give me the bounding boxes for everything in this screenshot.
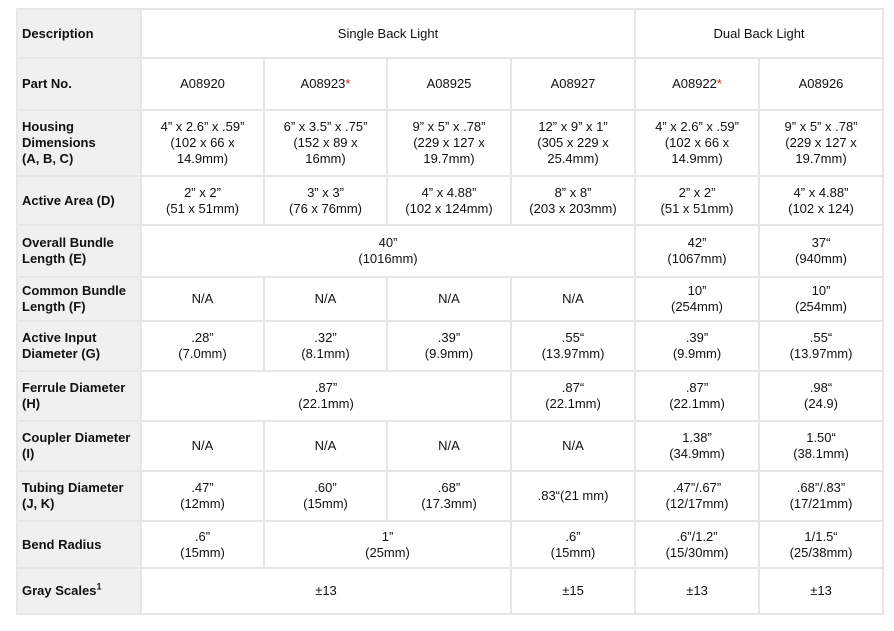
cell-text: N/A: [314, 291, 337, 306]
cell-text: .39”: [437, 330, 461, 345]
row-label-line: Length (F): [22, 299, 86, 314]
cell-text: (229 x 127 x: [785, 135, 857, 150]
table-cell: [635, 321, 759, 371]
cell-text: 8” x 8”: [554, 184, 592, 200]
table-cell: [141, 371, 511, 421]
table-cell: [635, 471, 759, 521]
cell-text: (102 x 124): [788, 200, 854, 216]
cell-text: .68”/.83”: [796, 480, 846, 495]
table-cell: [635, 521, 759, 568]
cell-text: ±13: [686, 583, 708, 598]
table-cell: [141, 225, 635, 277]
table-cell: [635, 110, 759, 176]
cell-text: A08920: [180, 76, 225, 91]
cell-text: 1.50“: [806, 430, 836, 445]
row-label-line: Diameter (G): [22, 346, 101, 361]
cell-text: (254mm): [671, 299, 724, 314]
cell-text: 16mm): [305, 151, 346, 166]
table-cell: [759, 277, 883, 321]
row-label-line: Tubing Diameter: [22, 480, 124, 495]
cell-text: 4” x 4.88”: [421, 184, 477, 200]
specifications-table: [16, 8, 884, 615]
cell-text: (12/17mm): [665, 496, 729, 511]
cell-text: (203 x 203mm): [529, 200, 617, 216]
table-cell: [635, 176, 759, 225]
table-cell: [264, 471, 387, 521]
row-label-line: Gray Scales$^1$: [22, 581, 102, 598]
table-row: [17, 371, 883, 421]
table-cell: [759, 568, 883, 614]
cell-text: (9.9mm): [424, 346, 474, 361]
table-row: [17, 277, 883, 321]
row-label-description: [17, 9, 141, 58]
table-cell: [264, 421, 387, 471]
cell-text: A08923*: [300, 76, 351, 91]
table-cell: [387, 471, 511, 521]
row-label-part-no: [17, 58, 141, 110]
row-label-gray-scales: [17, 568, 141, 614]
cell-text: (1067mm): [667, 251, 727, 266]
asterisk-marker: *: [345, 76, 351, 91]
cell-text: (51 x 51mm): [660, 200, 734, 216]
table-row: [17, 225, 883, 277]
cell-text: 37“: [811, 235, 831, 250]
table-cell: [635, 371, 759, 421]
row-label-line: Active Input: [22, 330, 97, 345]
table-cell: [511, 58, 635, 110]
row-label-line: Dimensions: [22, 135, 96, 150]
cell-text: (7.0mm): [178, 346, 227, 361]
table-cell: [141, 9, 635, 58]
cell-text: .60”: [314, 480, 337, 495]
table-cell: [141, 321, 264, 371]
cell-text: 10”: [687, 283, 707, 298]
row-label-line: Coupler Diameter: [22, 430, 131, 445]
cell-text: (15mm): [180, 544, 225, 560]
table-cell: [759, 521, 883, 568]
table-cell: [511, 421, 635, 471]
cell-text: .6”: [565, 528, 581, 544]
table-cell: [511, 521, 635, 568]
table-cell: [511, 176, 635, 225]
cell-text: (13.97mm): [789, 346, 853, 361]
row-label-housing-dimensions-a-b-c: [17, 110, 141, 176]
cell-text: 4” x 2.6” x .59”: [655, 119, 739, 134]
table-cell: [387, 421, 511, 471]
row-label-active-area-d: [17, 176, 141, 225]
cell-text: A08922*: [672, 76, 722, 91]
cell-text: .55“: [561, 330, 585, 345]
cell-text: 14.9mm): [176, 151, 229, 166]
table-cell: [141, 421, 264, 471]
cell-text: .55“: [809, 330, 833, 345]
cell-text: 19.7mm): [795, 151, 847, 166]
cell-text: ±13: [315, 583, 337, 598]
table-cell: [264, 176, 387, 225]
row-label-line: Description: [22, 25, 94, 41]
table-cell: [635, 421, 759, 471]
cell-text: N/A: [438, 291, 460, 306]
row-label-line: Housing: [22, 119, 74, 134]
cell-text: 1”: [381, 528, 394, 544]
cell-text: (12mm): [180, 496, 225, 511]
table-cell: [511, 471, 635, 521]
cell-text: A08926: [798, 76, 844, 91]
cell-text: 2” x 2”: [678, 184, 716, 200]
table-cell: [387, 176, 511, 225]
cell-text: 19.7mm): [423, 151, 475, 166]
row-label-line: Common Bundle: [22, 283, 126, 298]
cell-text: (102 x 66 x: [664, 135, 730, 150]
table-row: [17, 471, 883, 521]
cell-text: (17/21mm): [789, 496, 853, 511]
row-label-bend-radius: [17, 521, 141, 568]
row-label-coupler-diameter-i: [17, 421, 141, 471]
row-label-line: Part No.: [22, 76, 72, 91]
table-cell: [141, 568, 511, 614]
row-label-line: (A, B, C): [22, 151, 74, 166]
row-label-active-input-diameter-g: [17, 321, 141, 371]
table-cell: [759, 471, 883, 521]
cell-text: .47”: [191, 480, 214, 495]
cell-text: A08927: [550, 76, 596, 91]
cell-text: .39”: [685, 330, 709, 345]
cell-text: (254mm): [795, 299, 848, 314]
row-label-line: Bend Radius: [22, 536, 102, 552]
table-row: [17, 58, 883, 110]
table-cell: [264, 321, 387, 371]
table-cell: [387, 277, 511, 321]
table-cell: [511, 277, 635, 321]
table-cell: [759, 371, 883, 421]
row-label-line: (I): [22, 446, 35, 461]
table-cell: [511, 371, 635, 421]
row-label-line: Overall Bundle: [22, 235, 114, 250]
asterisk-marker: *: [716, 76, 722, 91]
cell-text: (15mm): [303, 496, 348, 511]
row-label-ferrule-diameter-h: [17, 371, 141, 421]
table-cell: [264, 521, 511, 568]
cell-text: .87“: [561, 380, 585, 395]
row-label-line: Active Area (D): [22, 192, 115, 208]
table-row: [17, 521, 883, 568]
cell-text: 10”: [811, 283, 831, 298]
table-cell: [264, 277, 387, 321]
cell-text: 1.38”: [682, 430, 712, 445]
cell-text: N/A: [191, 438, 214, 453]
cell-text: N/A: [438, 438, 460, 453]
cell-text: (22.1mm): [669, 396, 725, 411]
table-cell: [141, 58, 264, 110]
table-cell: [141, 110, 264, 176]
cell-text: .83“(21 mm): [537, 488, 609, 503]
cell-text: N/A: [314, 438, 337, 453]
row-label-line: Ferrule Diameter: [22, 380, 126, 395]
table-cell: [759, 225, 883, 277]
table-cell: [759, 321, 883, 371]
table-row: [17, 321, 883, 371]
table-row: [17, 421, 883, 471]
cell-text: N/A: [562, 291, 584, 306]
row-label-line: (H): [22, 396, 41, 411]
cell-text: .98“: [809, 380, 833, 395]
table-cell: [635, 9, 883, 58]
cell-text: (38.1mm): [793, 446, 849, 461]
cell-text: 14.9mm): [671, 151, 723, 166]
footnote-marker: 1: [96, 581, 102, 592]
cell-text: .47”/.67”: [672, 480, 722, 495]
row-label-tubing-diameter-j-k: [17, 471, 141, 521]
cell-text: (25/38mm): [789, 544, 853, 560]
table-cell: [635, 277, 759, 321]
table-cell: [264, 110, 387, 176]
cell-text: (229 x 127 x: [413, 135, 485, 150]
cell-text: (940mm): [795, 251, 848, 266]
cell-text: (152 x 89 x: [293, 135, 358, 150]
cell-text: (25mm): [365, 544, 410, 560]
cell-text: 9” x 5” x .78”: [412, 119, 486, 134]
table-row: [17, 176, 883, 225]
cell-text: 2” x 2”: [184, 184, 221, 200]
cell-text: N/A: [562, 438, 584, 453]
cell-text: 40”: [378, 235, 398, 250]
table-cell: [141, 176, 264, 225]
cell-text: 9” x 5” x .78”: [784, 119, 858, 134]
cell-text: 25.4mm): [547, 151, 599, 166]
table-row: [17, 568, 883, 614]
cell-text: .32”: [314, 330, 337, 345]
table-cell: [759, 421, 883, 471]
cell-text: ±13: [810, 583, 832, 598]
table-cell: [264, 58, 387, 110]
row-label-line: Length (E): [22, 251, 87, 266]
row-label-line: (J, K): [22, 496, 55, 511]
cell-text: .6”/1.2”: [676, 528, 718, 544]
cell-text: 4” x 4.88”: [793, 184, 849, 200]
table-cell: [511, 110, 635, 176]
cell-text: (13.97mm): [541, 346, 605, 361]
cell-text: (15/30mm): [665, 544, 729, 560]
row-label-overall-bundle-length-e: [17, 225, 141, 277]
cell-text: (102 x 66 x: [170, 135, 235, 150]
table-cell: [511, 321, 635, 371]
cell-text: .28”: [191, 330, 214, 345]
cell-text: (24.9): [804, 396, 838, 411]
table-cell: [141, 521, 264, 568]
cell-text: .87”: [314, 380, 338, 395]
cell-text: (34.9mm): [669, 446, 725, 461]
row-label-common-bundle-length-f: [17, 277, 141, 321]
table-cell: [635, 225, 759, 277]
table-cell: [759, 176, 883, 225]
cell-text: (17.3mm): [421, 496, 477, 511]
cell-text: 12” x 9” x 1”: [538, 119, 608, 134]
table-cell: [635, 58, 759, 110]
table-cell: [387, 58, 511, 110]
cell-text: 6” x 3.5” x .75”: [283, 119, 368, 134]
cell-text: 1/1.5“: [804, 528, 838, 544]
cell-text: N/A: [191, 291, 214, 306]
cell-text: Dual Back Light: [713, 25, 805, 41]
cell-text: .87”: [685, 380, 709, 395]
table-row: [17, 9, 883, 58]
cell-text: ±15: [562, 583, 584, 598]
cell-text: .6”: [194, 528, 211, 544]
cell-text: (15mm): [550, 544, 596, 560]
cell-text: (51 x 51mm): [166, 200, 239, 216]
cell-text: (76 x 76mm): [289, 200, 362, 216]
table-cell: [387, 321, 511, 371]
cell-text: (9.9mm): [672, 346, 722, 361]
table-cell: [387, 110, 511, 176]
cell-text: 4” x 2.6” x .59”: [160, 119, 245, 134]
cell-text: (102 x 124mm): [405, 200, 493, 216]
cell-text: 42”: [687, 235, 707, 250]
table-row: [17, 110, 883, 176]
table-cell: [141, 471, 264, 521]
cell-text: 3” x 3”: [307, 184, 344, 200]
cell-text: Single Back Light: [337, 25, 439, 41]
cell-text: (22.1mm): [298, 396, 354, 411]
cell-text: .68”: [437, 480, 461, 495]
cell-text: (22.1mm): [545, 396, 601, 411]
table-cell: [141, 277, 264, 321]
table-cell: [759, 58, 883, 110]
cell-text: A08925: [426, 76, 472, 91]
table-cell: [759, 110, 883, 176]
table-cell: [511, 568, 635, 614]
table-cell: [635, 568, 759, 614]
cell-text: (8.1mm): [301, 346, 350, 361]
cell-text: (1016mm): [358, 251, 418, 266]
cell-text: (305 x 229 x: [537, 135, 609, 150]
